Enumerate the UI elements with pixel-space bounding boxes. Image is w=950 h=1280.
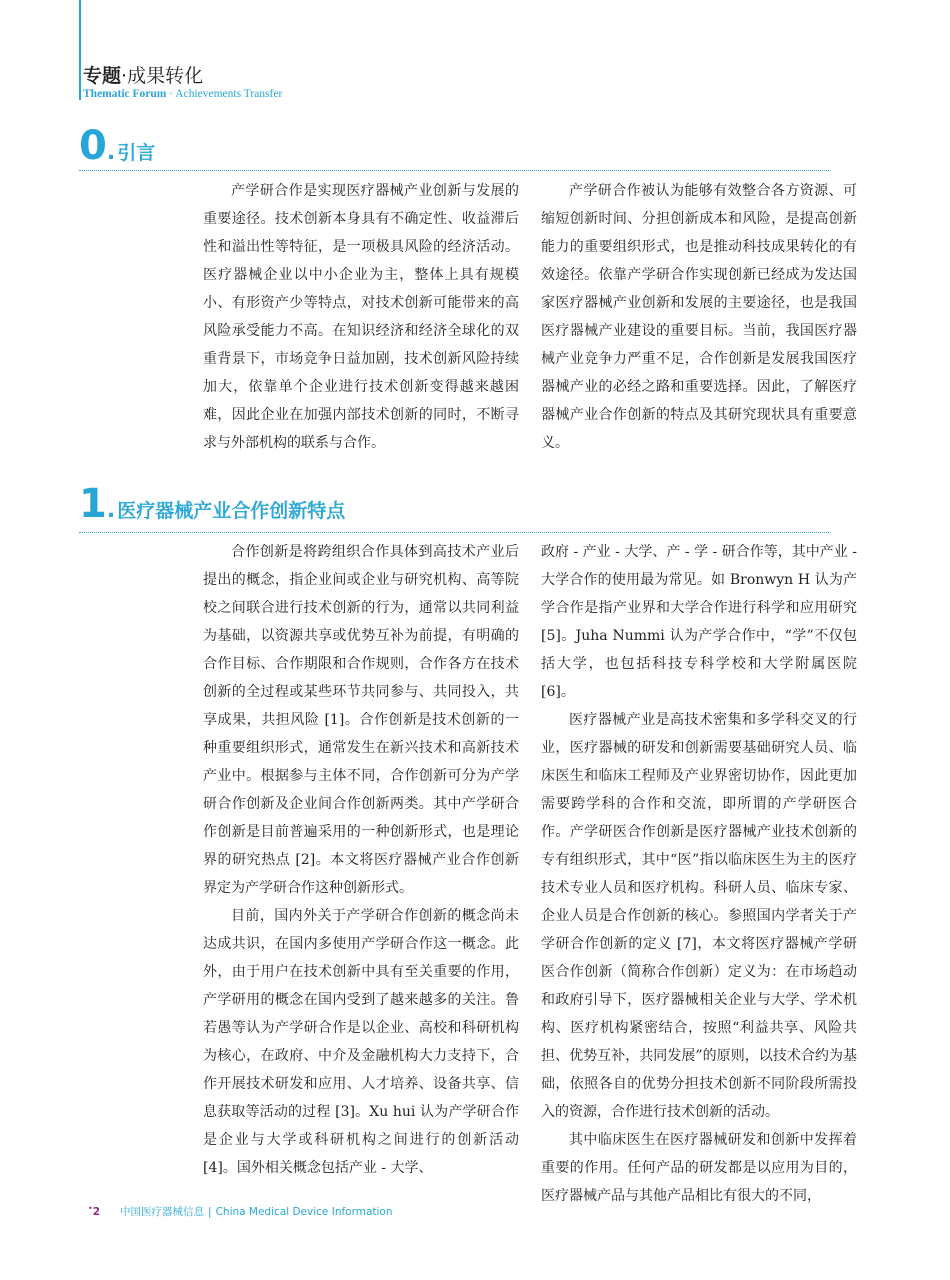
section-0-left-column xyxy=(203,177,519,457)
section-1-divider xyxy=(79,532,829,533)
section-1-left-column xyxy=(203,538,519,1182)
section-1-right-column xyxy=(541,538,857,1210)
paragraph: 其中临床医生在医疗器械研发和创新中发挥着重要的作用。任何产品的研发都是以应用为目的，医疗器械产品与其他产品相比有很大的不同， xyxy=(541,1132,857,1204)
paragraph: 目前，国内外关于产学研合作创新的概念尚未达成共识，在国内多使用产学研合作这一概念。此外，由于用户在技术创新中具有至关重要的作用，产学研用的概念在国内受到了越来越多的关注。鲁若愚等认为产学研合作是以企业、高校和科研机构为核心，在政府、中介及金融机构大力支持下，合作开展技术研发和应用、人才培养、设备共享、信息获取等活动的过程 [3]。Xu hui 认为产学研合作是企业与大学或科研机构之间进行的创新活动 [4]。国外相关概念包括产业 - 大学、 xyxy=(203,908,519,1176)
page-number-dot: • xyxy=(88,1204,93,1213)
paragraph: 医疗器械产业是高技术密集和多学科交叉的行业，医疗器械的研发和创新需要基础研究人员、临床医生和临床工程师及产业界密切协作，因此更加需要跨学科的合作和交流，即所谓的产学研医合作。产学研医合作创新是医疗器械产业技术创新的专有组织形式，其中“医”指以临床医生为主的医疗技术专业人员和医疗机构。科研人员、临床专家、企业人员是合作创新的核心。参照国内学者关于产学研合作创新的定义 [7]，本文将医疗器械产学研医合作创新（简称合作创新）定义为：在市场趋动和政府引导下，医疗器械相关企业与大学、学术机构、医疗机构紧密结合，按照“利益共享、风险共担、优势互补，共同发展”的原则，以技术合约为基础，依照各自的优势分担技术创新不同阶段所需投入的资源，合作进行技术创新的活动。 xyxy=(541,712,857,1120)
section-1-dot: . xyxy=(106,498,116,523)
paragraph: 产学研合作被认为能够有效整合各方资源、可缩短创新时间、分担创新成本和风险，是提高创新能力的重要组织形式，也是推动科技成果转化的有效途径。依靠产学研合作实现创新已经成为发达国家医疗器械产业创新和发展的主要途径，也是我国医疗器械产业建设的重要目标。当前，我国医疗器械产业竞争力严重不足，合作创新是发展我国医疗器械产业的必经之路和重要选择。因此，了解医疗器械产业合作创新的特点及其研究现状具有重要意义。 xyxy=(541,183,857,451)
header-topic: 专题 xyxy=(83,65,122,87)
header-en-sub: · Achievements Transfer xyxy=(169,88,283,100)
page-number: 2 xyxy=(92,1206,101,1218)
header-title xyxy=(83,64,282,88)
header-en xyxy=(83,88,282,100)
paragraph: 合作创新是将跨组织合作具体到高技术产业后提出的概念，指企业间或企业与研究机构、高等院校之间联合进行技术创新的行为，通常以共同利益为基础，以资源共享或优势互补为前提，有明确的合作目标、合作期限和合作规则，合作各方在技术创新的全过程或某些环节共同参与、共同投入，共享成果，共担风险 [1]。合作创新是技术创新的一种重要组织形式，通常发生在新兴技术和高新技术产业中。根据参与主体不同，合作创新可分为产学研合作创新及企业间合作创新两类。其中产学研合作创新是目前普遍采用的一种创新形式，也是理论界的研究热点 [2]。本文将医疗器械产业合作创新界定为产学研合作这种创新形式。 xyxy=(203,544,519,896)
section-0-right-column xyxy=(541,177,857,457)
section-1-number: 1 xyxy=(79,481,107,527)
journal-name-en: China Medical Device Information xyxy=(215,1206,393,1218)
header-separator: · xyxy=(121,65,128,87)
section-1-title: 医疗器械产业合作创新特点 xyxy=(117,500,346,522)
paragraph: 政府 - 产业 - 大学、产 - 学 - 研合作等，其中产业 - 大学合作的使用最为常见。如 Bronwyn H 认为产学合作是指产业界和大学合作进行科学和应用研究 [5]。Juha Nummi 认为产学合作中，“学”不仅包括大学，也包括科技专科学校和大学附属医院 [6]。 xyxy=(541,544,857,700)
paragraph: 产学研合作是实现医疗器械产业创新与发展的重要途径。技术创新本身具有不确定性、收益滞后性和溢出性等特征，是一项极具风险的经济活动。医疗器械企业以中小企业为主，整体上具有规模小、有形资产少等特点，对技术创新可能带来的高风险承受能力不高。在知识经济和经济全球化的双重背景下，市场竞争日益加剧，技术创新风险持续加大，依靠单个企业进行技术创新变得越来越困难，因此企业在加强内部技术创新的同时，不断寻求与外部机构的联系与合作。 xyxy=(203,183,519,451)
journal-name-cn: 中国医疗器械信息 xyxy=(120,1206,205,1218)
footer-separator: | xyxy=(208,1206,212,1218)
section-0-title: 引言 xyxy=(117,142,156,164)
section-1-heading xyxy=(79,481,346,527)
page-footer xyxy=(88,1204,393,1219)
section-0-heading xyxy=(79,123,156,169)
header-sub: 成果转化 xyxy=(127,65,204,87)
section-0-dot: . xyxy=(106,140,116,165)
section-0-number: 0 xyxy=(79,123,107,169)
header-en-topic: Thematic Forum xyxy=(83,88,167,100)
header-accent-line xyxy=(79,0,81,100)
section-0-divider xyxy=(79,170,829,171)
section-header xyxy=(83,64,282,100)
